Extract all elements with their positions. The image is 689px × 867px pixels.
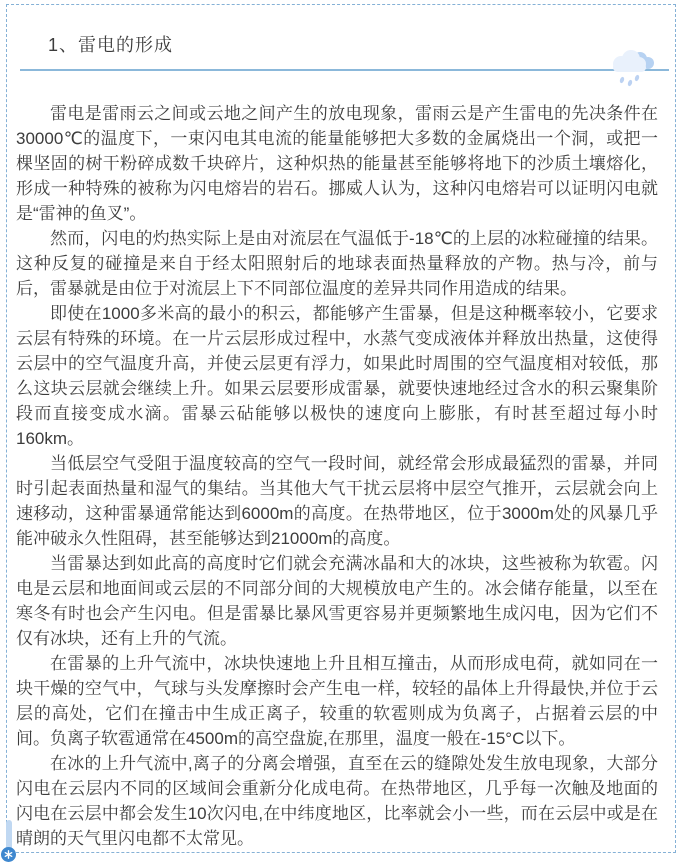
paragraph: 当低层空气受阻于温度较高的空气一段时间，就经常会形成最猛烈的雷暴，并同时引起表面热量和湿气的集结。当其他大气干扰云层将中层空气推开，云层就会向上速移动，这种雷暴通常能达到6000m的高度。在热带地区，位于3000m处的风暴几乎能冲破永久性阻碍，甚至能够达到21000m的高度。: [16, 454, 658, 548]
paragraph: 然而，闪电的灼热实际上是由对流层在气温低于-18℃的上层的冰粒碰撞的结果。这种反复的碰撞是来自于经太阳照射后的地球表面热量释放的产物。热与冷，前与后，雷暴就是由位于对流层上下不同部位温度的差异共同作用造成的结果。: [16, 229, 658, 298]
paragraph: 雷电是雷雨云之间或云地之间产生的放电现象，雷雨云是产生雷电的先决条件在30000℃的温度下，一束闪电其电流的能量能够把大多数的金属烧出一个洞，或把一棵坚固的树干粉碎成数千块碎片，这种炽热的能量甚至能够将地下的沙质土壤熔化，形成一种特殊的被称为闪电熔岩的岩石。挪威人认为，这种闪电熔岩可以证明闪电就是“雷神的鱼叉”。: [16, 104, 658, 223]
page-title: 1、雷电的形成: [48, 35, 174, 55]
rain-cloud-icon: [607, 49, 659, 91]
paragraph: 在冰的上升气流中,离子的分离会增强，直至在云的缝隙处发生放电现象，大部分闪电在云层内不同的区域间会重新分化成电荷。在热带地区，几乎每一次触及地面的闪电在云层中都会发生10次闪电,在中纬度地区，比率就会小一些，而在云层中或是在晴朗的天气里闪电都不太常见。: [16, 754, 658, 848]
article-body: [16, 101, 658, 851]
paragraph: 即使在1000多米高的最小的积云，都能够产生雷暴，但是这种概率较小，它要求云层有特殊的环境。在一片云层形成过程中，水蒸气变成液体并释放出热量，这使得云层中的空气温度升高，并使云层更有浮力，如果此时周围的空气温度相对较低，那么这块云层就会继续上升。如果云层要形成雷暴，就要快速地经过含水的积云聚集阶段而直接变成水滴。雷暴云砧能够以极快的速度向上膨胀，有时甚至超过每小时160km。: [16, 304, 658, 448]
header: [48, 35, 661, 56]
paragraph: 当雷暴达到如此高的高度时它们就会充满冰晶和大的冰块，这些被称为软雹。闪电是云层和地面间或云层的不同部分间的大规模放电产生的。冰会储存能量，以至在寒冬有时也会产生闪电。但是雷暴比暴风雪更容易并更频繁地生成闪电，因为它们不仅有冰块，还有上升的气流。: [16, 554, 658, 648]
page-border: [6, 4, 676, 853]
pin-circle-icon: [1, 847, 16, 862]
paragraph: 在雷暴的上升气流中，冰块快速地上升且相互撞击，从而形成电荷，就如同在一块干燥的空气中，气球与头发摩擦时会产生电一样，较轻的晶体上升得最快,并位于云层的高处，它们在撞击中生成正离子，较重的软雹则成为负离子，占据着云层的中间。负离子软雹通常在4500m的高空盘旋,在那里，温度一般在-15°C以下。: [16, 654, 658, 748]
raindrops: [619, 74, 640, 86]
asterisk-pin-icon: [1, 816, 17, 862]
pin-bar: [6, 820, 12, 850]
title-underline: [20, 69, 669, 71]
